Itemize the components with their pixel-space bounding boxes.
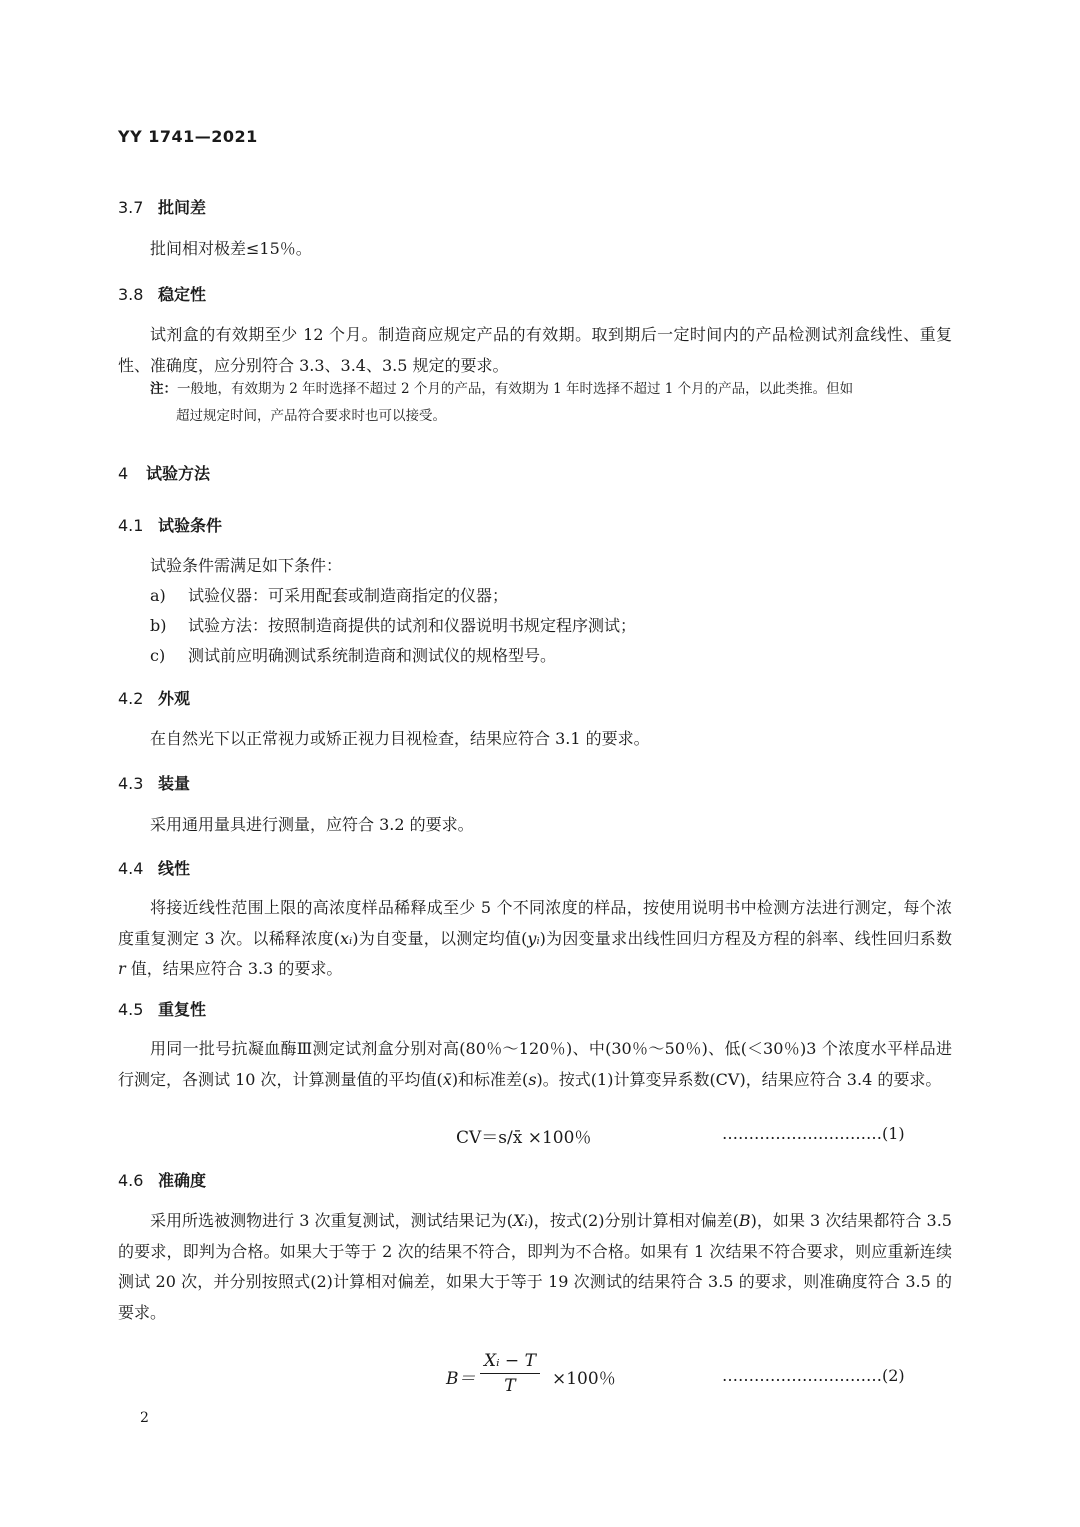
- text-run: )，如果 3 次结果都符合 3.5 的要求，即判为合格。如果大于等于 2 次的结果不符合，即判为不合格。如果有 1 次结果不符合要求，则应重新连续测试 20 次，并分别按照式(2)计算相对偏差，如果大于等于 19 次测试的结果符合 3.5 的要求，则准确度符合 3.5 的要求。: [118, 1211, 952, 1322]
- section-title: 准确度: [158, 1171, 207, 1190]
- text-run: 用同一批号抗凝血酶Ⅲ测定试剂盒分别对高(80％～120％)、中(30％～50％)、低(＜30％)3 个浓度水平样品进行测定，各测试 10 次，计算测量值的平均值(: [118, 1039, 952, 1089]
- section-heading-4-5: [118, 997, 206, 1020]
- section-number: 4.3: [118, 774, 144, 793]
- text-run: 值，结果应符合 3.3 的要求。: [125, 959, 343, 978]
- section-body-3-7: 批间相对极差≤15％。: [150, 239, 312, 258]
- list-item-text: 试验方法：按照制造商提供的试剂和仪器说明书规定程序测试；: [188, 616, 637, 635]
- section-number: 3.8: [118, 285, 144, 304]
- text-run: 将接近线性范围上限的高浓度样品稀释成至少 5 个不同浓度的样品，按使用说明书中检测方法进行测定，每个浓度重复测定 3 次。以稀释浓度(: [118, 898, 952, 948]
- section-heading-3-7: [118, 195, 206, 218]
- math-var: s: [528, 1069, 537, 1089]
- list-item: [150, 643, 556, 666]
- standard-number: YY 1741—2021: [118, 127, 258, 146]
- section-title: 试验条件: [158, 516, 223, 535]
- section-body-3-8: 试剂盒的有效期至少 12 个月。制造商应规定产品的有效期。取到期后一定时间内的产品检测试剂盒线性、重复性、准确度，应分别符合 3.3、3.4、3.5 规定的要求。: [118, 325, 952, 375]
- section-heading-4-1: [118, 513, 222, 536]
- section-heading-4: [118, 461, 210, 484]
- math-var: B: [738, 1211, 751, 1230]
- formula-2-rhs: ×100％: [552, 1369, 616, 1389]
- section-title: 线性: [158, 859, 191, 878]
- section-body-4-3: 采用通用量具进行测量，应符合 3.2 的要求。: [150, 815, 474, 834]
- math-var: xᵢ: [340, 928, 353, 948]
- list-item: [150, 613, 636, 636]
- text-run: )和标准差(: [451, 1069, 529, 1089]
- section-number: 4.2: [118, 689, 144, 708]
- section-title: 装量: [158, 774, 191, 793]
- fraction-numerator: [480, 1351, 540, 1374]
- formula-2-fraction: [480, 1351, 540, 1396]
- list-item-label: a): [150, 586, 166, 605]
- math-var: B＝: [446, 1369, 476, 1389]
- fraction-denominator: [480, 1374, 540, 1396]
- section-title: 批间差: [158, 198, 207, 217]
- section-body-4-5: [118, 1034, 952, 1095]
- section-intro-4-1: 试验条件需满足如下条件：: [150, 556, 343, 575]
- math-var: Xᵢ: [512, 1211, 528, 1230]
- section-number: 4.1: [118, 516, 144, 535]
- text-run: )，按式(2)分别计算相对偏差(: [527, 1211, 739, 1230]
- note-line-2: 超过规定时间，产品符合要求时也可以接受。: [176, 408, 446, 424]
- section-title: 重复性: [158, 1000, 207, 1019]
- note-line-1: 一般地，有效期为 2 年时选择不超过 2 个月的产品，有效期为 1 年时选择不超过 1 个月的产品，以此类推。但如: [177, 381, 854, 397]
- section-number: 4.5: [118, 1000, 144, 1019]
- section-heading-4-2: [118, 686, 190, 709]
- section-body-4-6: [118, 1206, 952, 1328]
- note-3-8: [150, 376, 950, 430]
- section-heading-4-3: [118, 771, 190, 794]
- section-heading-4-4: [118, 856, 190, 879]
- math-var: T: [504, 1376, 516, 1396]
- section-body-4-4: [118, 893, 952, 985]
- math-var: yᵢ: [527, 928, 540, 948]
- equation-number-1: …………………………(1): [722, 1124, 905, 1143]
- list-item-text: 试验仪器：可采用配套或制造商指定的仪器；: [188, 586, 509, 605]
- note-label: 注：: [150, 381, 177, 397]
- formula-2-lhs: [446, 1364, 476, 1389]
- section-title: 稳定性: [158, 285, 207, 304]
- page-number: 2: [140, 1410, 149, 1426]
- list-item-label: c): [150, 646, 166, 665]
- section-heading-4-6: [118, 1168, 206, 1191]
- text-run: )为自变量，以测定均值(: [352, 928, 528, 948]
- section-title: 外观: [158, 689, 191, 708]
- section-number: 4.4: [118, 859, 144, 878]
- section-number: 4: [118, 464, 129, 483]
- section-title: 试验方法: [146, 464, 211, 483]
- section-number: 3.7: [118, 198, 144, 217]
- math-var: x̄: [442, 1069, 452, 1089]
- section-number: 4.6: [118, 1171, 144, 1190]
- section-heading-3-8: [118, 282, 206, 305]
- list-item-label: b): [150, 616, 167, 635]
- math-var: r: [118, 959, 126, 978]
- list-item-text: 测试前应明确测试系统制造商和测试仪的规格型号。: [188, 646, 557, 665]
- section-body-4-2: 在自然光下以正常视力或矫正视力目视检查，结果应符合 3.1 的要求。: [150, 729, 650, 748]
- text-run: )为因变量求出线性回归方程及方程的斜率、线性回归系数: [539, 928, 952, 948]
- math-var: Xᵢ − T: [484, 1351, 536, 1371]
- formula-1: CV＝s/x̄ ×100％: [456, 1128, 592, 1148]
- text-run: )。按式(1)计算变异系数(CV)，结果应符合 3.4 的要求。: [536, 1069, 942, 1089]
- list-item: [150, 583, 508, 606]
- equation-number-2: …………………………(2): [722, 1366, 905, 1385]
- text-run: 采用所选被测物进行 3 次重复测试，测试结果记为(: [150, 1211, 513, 1230]
